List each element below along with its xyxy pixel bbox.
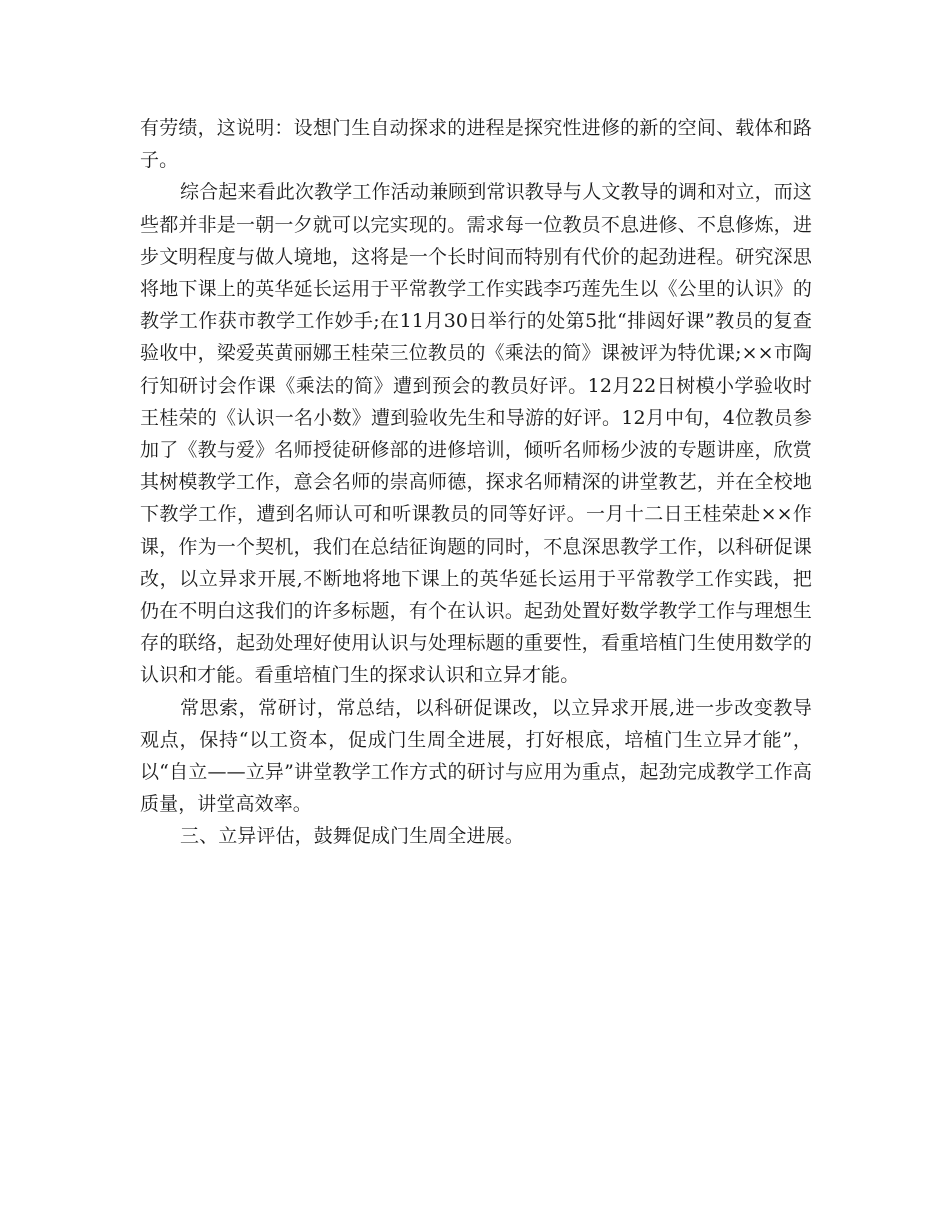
paragraph-reflection: 常思索，常研讨，常总结，以科研促课改，以立异求开展,进一步改变教导观点，保持“以工资本，促成门生周全进展，打好根底，培植门生立异才能”，以“自立——立异”讲堂教学工作方式的研讨与应用为重点，起劲完成教学工作高质量，讲堂高效率。 <box>140 696 812 816</box>
document-body <box>140 112 812 853</box>
paragraph-continuation: 有劳绩，这说明：设想门生自动探求的进程是探究性进修的新的空间、载体和路子。 <box>140 117 812 172</box>
section-heading-3: 三、立异评估，鼓舞促成门生周全进展。 <box>180 825 524 848</box>
paragraph-teaching-activities: 综合起来看此次教学工作活动兼顾到常识教导与人文教导的调和对立，而这些都并非是一朝一夕就可以完实现的。需求每一位教员不息进修、不息修炼，进步文明程度与做人境地，这将是一个长时间而特别有代价的起劲进程。研究深思将地下课上的英华延长运用于平常教学工作实践李巧莲先生以《公里的认识》的教学工作获市教学工作妙手;在11月30日举行的处第5批“排闼好课”教员的复查验收中，梁爱英黄丽娜王桂荣三位教员的《乘法的简》课被评为特优课;××市陶行知研讨会作课《乘法的简》遭到预会的教员好评。12月22日树模小学验收时王桂荣的《认识一名小数》遭到验收先生和导游的好评。12月中旬，4位教员参加了《教与爱》名师授徒研修部的进修培训，倾听名师杨少波的专题讲座，欣赏其树模教学工作，意会名师的崇高师德，探求名师精深的讲堂教艺，并在全校地下教学工作，遭到名师认可和听课教员的同等好评。一月十二日王桂荣赴××作课，作为一个契机，我们在总结征询题的同时，不息深思教学工作，以科研促课改，以立异求开展,不断地将地下课上的英华延长运用于平常教学工作实践，把仍在不明白这我们的许多标题，有个在认识。起劲处置好数学教学工作与理想生存的联络，起劲处理好使用认识与处理标题的重要性，看重培植门生使用数学的认识和才能。看重培植门生的探求认识和立异才能。 <box>140 181 812 687</box>
